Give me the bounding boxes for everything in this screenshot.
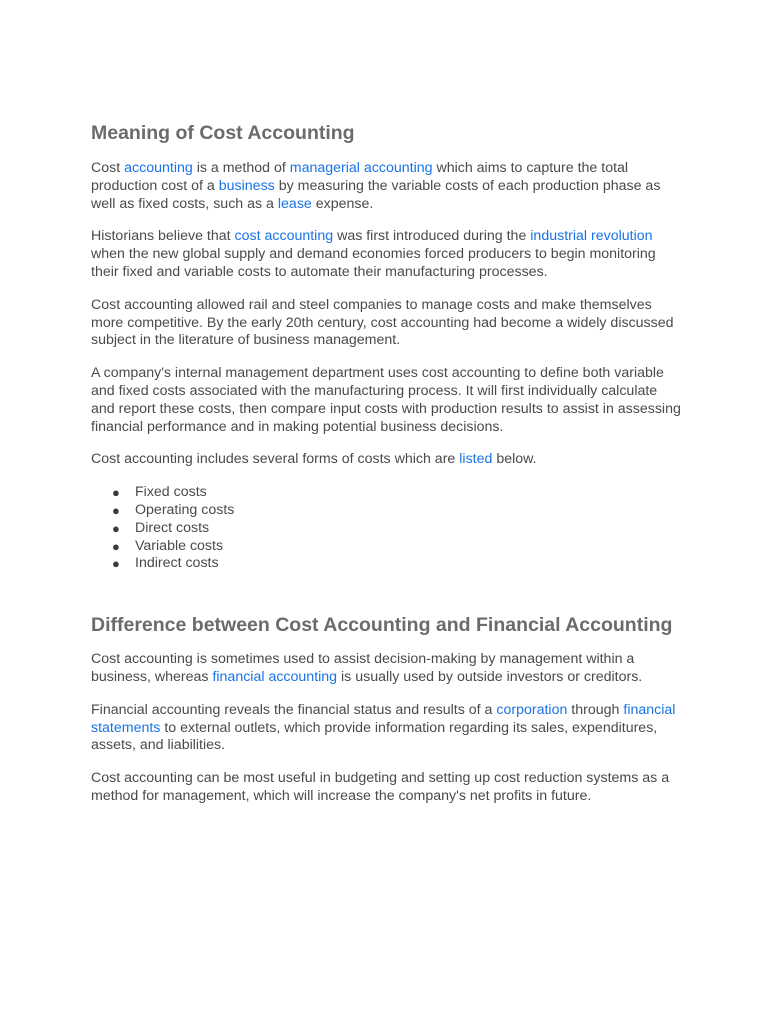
text: expense. xyxy=(311,195,374,212)
bullet-icon: ● xyxy=(112,502,120,518)
bullet-icon: ● xyxy=(112,520,120,536)
text: below. xyxy=(492,451,537,468)
text: Cost xyxy=(91,160,125,176)
link-industrial-revolution[interactable]: industrial revolution xyxy=(530,228,653,245)
list-item-label: Fixed costs xyxy=(135,484,207,501)
text: to external outlets, which provide information regarding its sales, expenditures, assets, and liabilities. xyxy=(91,719,658,754)
link-financial-statements[interactable]: financial statements xyxy=(91,701,676,736)
paragraph-internal-management: A company's internal management department uses cost accounting to define both variable and fixed costs associated with the manufacturing process. It will first individually calculate and report these costs, then compare input costs with production results to assist in assessing financial performance and in making potential business decisions. xyxy=(91,365,681,435)
text: Historians believe that xyxy=(91,228,235,245)
list-item-label: Variable costs xyxy=(135,537,224,554)
section-title-difference: Difference between Cost Accounting and Financial Accounting xyxy=(91,614,673,637)
list-item xyxy=(91,555,683,573)
bullet-icon: ● xyxy=(112,485,120,501)
link-financial-accounting[interactable]: financial accounting xyxy=(212,668,338,685)
paragraph-decision-making xyxy=(91,651,683,687)
text: is usually used by outside investors or creditors. xyxy=(337,668,643,685)
list-item xyxy=(91,520,683,538)
paragraph-financial-status xyxy=(91,702,683,755)
list-item-label: Operating costs xyxy=(135,501,235,518)
list-item xyxy=(91,538,683,556)
bullet-icon: ● xyxy=(112,556,120,572)
paragraph-history xyxy=(91,228,683,281)
cost-types-list xyxy=(91,484,683,573)
paragraph-definition xyxy=(91,160,683,213)
text: Cost accounting is sometimes used to assist decision-making by management within a business, whereas xyxy=(91,651,635,685)
list-item xyxy=(91,502,683,520)
link-corporation[interactable]: corporation xyxy=(496,701,568,718)
paragraph-forms-of-costs xyxy=(91,451,683,469)
text: which aims to capture the total production cost of a xyxy=(91,160,629,194)
text: Financial accounting reveals the financial status and results of a xyxy=(91,701,497,718)
text: is a method of xyxy=(192,160,290,176)
text: was first introduced during the xyxy=(333,228,531,245)
list-item-label: Indirect costs xyxy=(135,555,219,572)
document-page xyxy=(91,118,683,821)
link-listed[interactable]: listed xyxy=(459,451,493,468)
text: Cost accounting includes several forms of costs which are xyxy=(91,451,460,468)
text: by measuring the variable costs of each production phase as well as fixed costs, such as a xyxy=(91,177,661,212)
link-managerial-accounting[interactable]: managerial accounting xyxy=(289,160,433,176)
list-item xyxy=(91,484,683,502)
link-cost-accounting[interactable]: cost accounting xyxy=(234,228,334,245)
list-item-label: Direct costs xyxy=(135,519,210,536)
text: through xyxy=(567,701,624,718)
bullet-icon: ● xyxy=(112,538,120,554)
link-business[interactable]: business xyxy=(218,177,275,194)
text: when the new global supply and demand economies forced producers to begin monitoring their fixed and variable costs to automate their manufacturing processes. xyxy=(91,246,656,280)
link-accounting[interactable]: accounting xyxy=(124,160,193,176)
paragraph-rail-steel: Cost accounting allowed rail and steel companies to manage costs and make themselves more competitive. By the early 20th century, cost accounting had become a widely discussed subject in the literature of business management. xyxy=(91,296,674,349)
paragraph-budgeting: Cost accounting can be most useful in budgeting and setting up cost reduction systems as a method for management, which will increase the company's net profits in future. xyxy=(91,770,670,804)
link-lease[interactable]: lease xyxy=(277,195,312,212)
section-title-meaning: Meaning of Cost Accounting xyxy=(91,122,355,144)
